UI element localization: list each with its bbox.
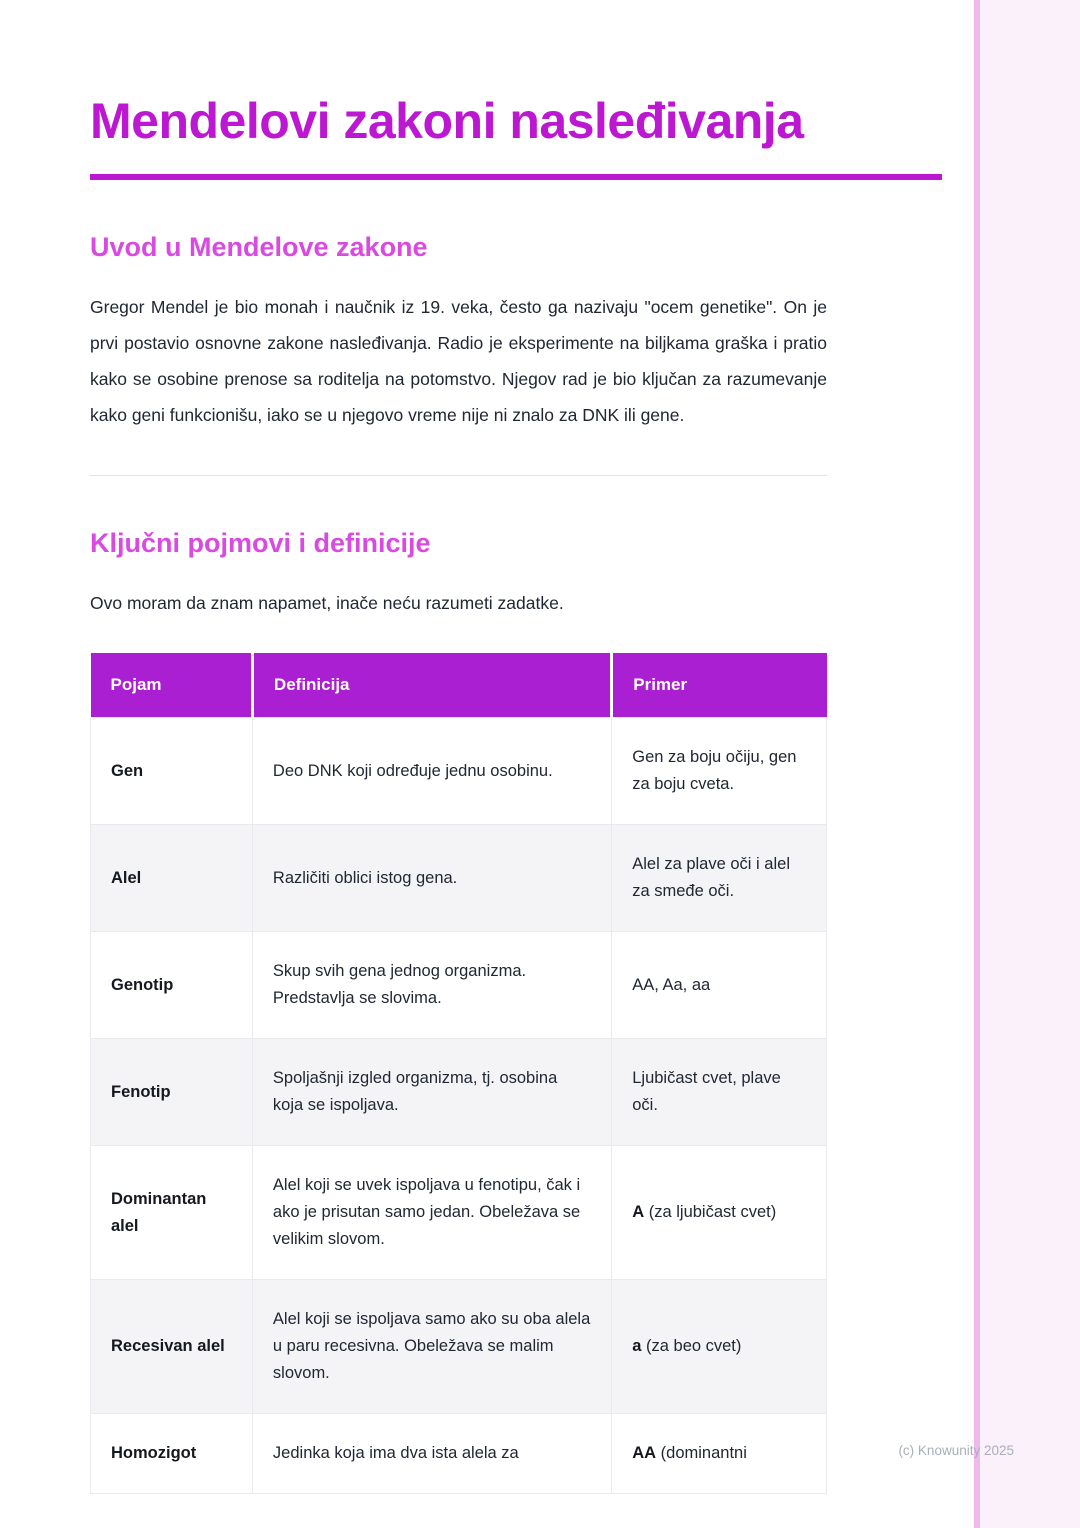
table-row (91, 1146, 827, 1280)
example-text: (za ljubičast cvet) (644, 1203, 777, 1221)
table-row (91, 718, 827, 825)
term-cell: Dominantan alel (91, 1146, 253, 1280)
example-cell (612, 718, 827, 825)
example-text: AA, Aa, aa (632, 975, 711, 994)
example-cell (612, 932, 827, 1039)
column-header-primer: Primer (612, 653, 827, 718)
definition-cell: Alel koji se ispoljava samo ako su oba alela u paru recesivna. Obeležava se malim slovom. (252, 1280, 611, 1414)
definition-cell: Različiti oblici istog gena. (252, 825, 611, 932)
concepts-note: Ovo moram da znam napamet, inače neću razumeti zadatke. (90, 593, 564, 613)
definition-cell: Alel koji se uvek ispoljava u fenotipu, čak i ako je prisutan samo jedan. Obeležava se velikim slovom. (252, 1146, 611, 1280)
example-text: (dominantni (656, 1444, 747, 1462)
term-cell: Recesivan alel (91, 1280, 253, 1414)
example-text: (za beo cvet) (641, 1337, 742, 1355)
intro-paragraph: Gregor Mendel je bio monah i naučnik iz 19. veka, često ga nazivaju "ocem genetike". On je prvi postavio osnovne zakone nasleđivanja. Radio je eksperimente na biljkama graška i pratio kako se osobine prenose sa roditelja na potomstvo. Njegov rad je bio ključan za razumevanje kako geni funkcionišu, iako se u njegovo vreme nije ni znalo za DNK ili gene. (90, 297, 827, 425)
table-row (91, 825, 827, 932)
column-header-pojam: Pojam (91, 653, 253, 718)
example-cell (612, 1414, 827, 1494)
example-bold-text: AA (632, 1444, 657, 1462)
section-divider (90, 475, 827, 476)
example-cell (612, 1146, 827, 1280)
example-cell (612, 1039, 827, 1146)
definition-cell: Jedinka koja ima dva ista alela za (252, 1414, 611, 1494)
example-text: Alel za plave oči i alel za smeđe oči. (632, 855, 790, 900)
term-cell: Alel (91, 825, 253, 932)
term-cell: Homozigot (91, 1414, 253, 1494)
example-cell (612, 825, 827, 932)
definition-cell: Deo DNK koji određuje jednu osobinu. (252, 718, 611, 825)
example-bold-text: a (632, 1337, 642, 1355)
example-text: Ljubičast cvet, plave oči. (632, 1069, 781, 1114)
table-row (91, 1414, 827, 1494)
copyright-footer: (c) Knowunity 2025 (898, 1443, 1014, 1458)
definition-cell: Spoljašnji izgled organizma, tj. osobina koja se ispoljava. (252, 1039, 611, 1146)
right-accent-stripe (980, 0, 1080, 1528)
title-underline (90, 174, 942, 180)
table-header-row (91, 653, 827, 718)
section-heading-concepts: Ključni pojmovi i definicije (90, 528, 431, 558)
content-area (90, 0, 827, 1494)
column-header-definicija: Definicija (252, 653, 611, 718)
table-row (91, 1039, 827, 1146)
term-cell: Genotip (91, 932, 253, 1039)
table-row (91, 932, 827, 1039)
definitions-table (90, 653, 827, 1494)
term-cell: Fenotip (91, 1039, 253, 1146)
example-cell (612, 1280, 827, 1414)
example-text: Gen za boju očiju, gen za boju cveta. (632, 748, 797, 793)
right-accent-line (974, 0, 980, 1528)
section-heading-intro: Uvod u Mendelove zakone (90, 232, 428, 262)
table-row (91, 1280, 827, 1414)
page-title: Mendelovi zakoni nasleđivanja (90, 93, 804, 149)
term-cell: Gen (91, 718, 253, 825)
definition-cell: Skup svih gena jednog organizma. Predstavlja se slovima. (252, 932, 611, 1039)
example-bold-text: A (632, 1203, 645, 1221)
